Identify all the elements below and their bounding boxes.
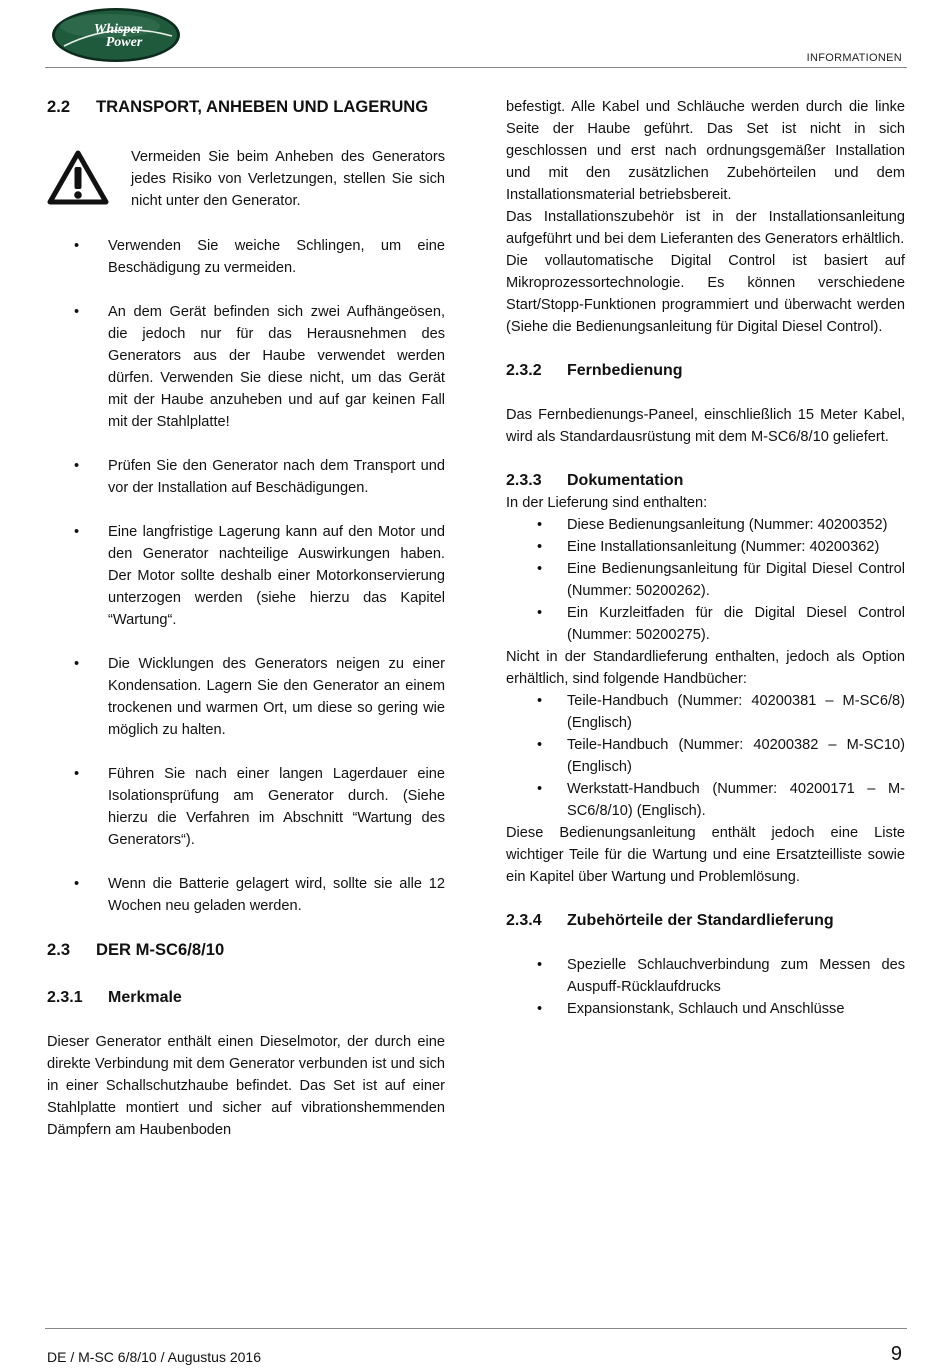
heading-2-3-3 [506,470,905,492]
heading-2-3-2 [506,360,905,382]
list-item: • Eine langfristige Lagerung kann auf den Motor und den Generator nachteilige Auswirkungen haben. Der Motor sollte deshalb einer Motorkonservierung unterzogen werden (siehe hierzu das Kapitel “Wartung“. [47,521,445,631]
heading-title: Fernbedienung [567,362,683,379]
list-item: • Spezielle Schlauchverbindung zum Messen des Auspuff-Rücklaufdrucks [506,954,905,998]
remote-paragraph: Das Fernbedienungs-Paneel, einschließlich 15 Meter Kabel, wird als Standardausrüstung mit dem M-SC6/8/10 geliefert. [506,407,905,445]
documentation-intro: In der Lieferung sind enthalten: [506,495,708,511]
features-paragraph: Dieser Generator enthält einen Dieselmotor, der durch eine direkte Verbindung mit dem Generator verbunden ist und sich in einer Schallschutzhaube befindet. Das Set ist auf einer Stahlplatte montiert und sicher auf vibrationshemmenden Dämpfern am Haubenboden [47,1034,445,1138]
list-item: • Verwenden Sie weiche Schlingen, um eine Beschädigung zu vermeiden. [47,235,445,279]
list-item: • Prüfen Sie den Generator nach dem Transport und vor der Installation auf Beschädigungen. [47,455,445,499]
logo-text-1: Whisper [93,22,143,37]
paragraph: Die vollautomatische Digital Control ist basiert auf Mikroprozessortechnologie. Es können verschiedene Start/Stopp-Funktionen programmiert und überwacht werden (Siehe die Bedienungsanleitung für Digital Diesel Control). [506,253,905,335]
heading-number: 2.3.1 [47,989,83,1006]
list-item: • Führen Sie nach einer langen Lagerdauer eine Isolationsprüfung am Generator durch. (Siehe hierzu die Verfahren im Abschnitt “Wartung des Generators“). [47,763,445,851]
warning-triangle-icon [47,146,131,213]
heading-2-3-1 [47,987,445,1009]
heading-number: 2.3.2 [506,362,542,379]
heading-2-2 [47,96,445,118]
documentation-note: Diese Bedienungsanleitung enthält jedoch eine Liste wichtiger Teile für die Wartung und eine Ersatzteilliste sowie ein Kapitel über Wartung und Problemlösung. [506,825,905,885]
heading-title: Zubehörteile der Standardlieferung [567,912,834,929]
included-docs-list [506,514,905,646]
list-item: • Teile-Handbuch (Nummer: 40200382 – M-SC10) (Englisch) [506,734,905,778]
page-number: 9 [890,1343,902,1365]
heading-title: DER M-SC6/8/10 [96,940,225,959]
heading-2-3-4 [506,910,905,932]
list-item: • Eine Installationsanleitung (Nummer: 40200362) [506,536,905,558]
accessories-list [506,954,905,1020]
warning-block [47,146,445,213]
section-label: INFORMATIONEN [806,52,902,64]
list-item: • Ein Kurzleitfaden für die Digital Diesel Control (Nummer: 50200275). [506,602,905,646]
heading-number: 2.3 [47,940,71,959]
transport-bullet-list [47,235,445,917]
logo-text-2: Power [105,35,143,50]
optional-docs-list [506,690,905,822]
list-item: • Diese Bedienungsanleitung (Nummer: 40200352) [506,514,905,536]
list-item: • An dem Gerät befinden sich zwei Aufhängeösen, die jedoch nur für das Herausnehmen des Generators aus der Haube verwendet werden dürfen. Verwenden Sie diese nicht, um das Gerät mit der Haube anzuheben und auf gar keinen Fall mit der Stahlplatte! [47,301,445,433]
list-item: • Werkstatt-Handbuch (Nummer: 40200171 – M-SC6/8/10) (Englisch). [506,778,905,822]
list-item: • Wenn die Batterie gelagert wird, sollte sie alle 12 Wochen neu geladen werden. [47,873,445,917]
paragraph: Das Installationszubehör ist in der Installationsanleitung aufgeführt und bei dem Lieferanten des Generators erhältlich. [506,209,905,247]
heading-number: 2.3.4 [506,912,542,929]
right-column [506,96,905,1020]
heading-title: TRANSPORT, ANHEBEN UND LAGERUNG [96,97,429,116]
document-reference: DE / M-SC 6/8/10 / Augustus 2016 [47,1349,262,1365]
paragraph: befestigt. Alle Kabel und Schläuche werden durch die linke Seite der Haube geführt. Das Set ist nicht in sich geschlossen und erst nach ordnungsgemäßer Installation und mit den zusätzlichen Zubehörteilen und dem Installationsmaterial betriebsbereit. [506,99,905,203]
heading-number: 2.3.3 [506,472,542,489]
heading-2-3 [47,939,445,961]
list-item: • Eine Bedienungsanleitung für Digital Diesel Control (Nummer: 50200262). [506,558,905,602]
optional-docs-intro: Nicht in der Standardlieferung enthalten, jedoch als Option erhältlich, sind folgende Handbücher: [506,649,905,687]
list-item: • Teile-Handbuch (Nummer: 40200381 – M-SC6/8) (Englisch) [506,690,905,734]
heading-number: 2.2 [47,97,71,116]
list-item: • Die Wicklungen des Generators neigen zu einer Kondensation. Lagern Sie den Generator an einem trockenen und warmen Ort, um diese so gering wie möglich zu halten. [47,653,445,741]
whisper-power-logo [50,6,182,64]
footer-divider [45,1328,907,1329]
header-divider [45,67,907,68]
warning-text: Vermeiden Sie beim Anheben des Generators jedes Risiko von Verletzungen, stellen Sie sich nicht unter den Generator. [131,149,445,209]
left-column [47,96,445,1141]
heading-title: Merkmale [108,989,182,1006]
list-item: • Expansionstank, Schlauch und Anschlüsse [506,998,905,1020]
heading-title: Dokumentation [567,472,684,489]
